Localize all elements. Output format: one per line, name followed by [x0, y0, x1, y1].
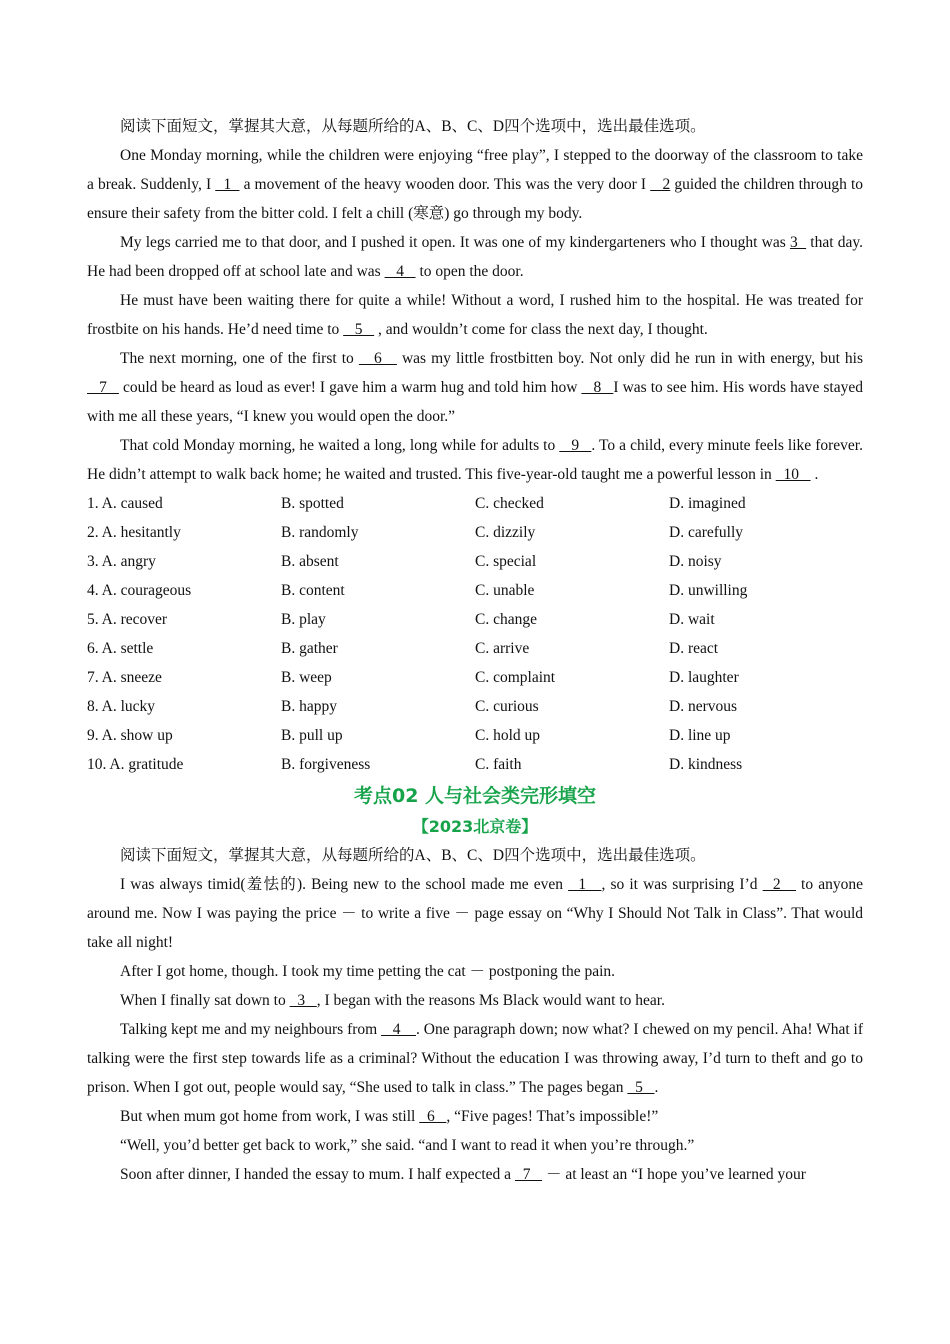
paragraph-text: that day. He had been dropped off at school late and was — [87, 234, 863, 280]
option-choice: 8. A. lucky — [87, 698, 156, 715]
option-row — [87, 692, 863, 721]
answer-blank: 6 — [419, 1108, 447, 1125]
paragraph-text: to open the door. — [415, 263, 524, 280]
section-title: 考点02 人与社会类完形填空 — [353, 785, 597, 807]
paragraph-text: One Monday morning, while the children were enjoying “free play”, I stepped to the doorway of the classroom to take a break. Suddenly, I — [87, 147, 863, 193]
paragraph-text: . To a child, every minute feels like forever. He didn’t attempt to walk back home; he waited and trusted. This five-year-old taught me a powerful lesson in — [87, 437, 863, 483]
paragraph-text: He must have been waiting there for quite a while! Without a word, I rushed him to the hospital. He was treated for frostbite on his hands. He’d need time to — [87, 292, 863, 338]
option-choice: 1. A. caused — [87, 495, 163, 512]
paragraph-text: . — [810, 466, 819, 483]
option-choice: 10. A. gratitude — [87, 756, 184, 773]
option-choice: B. happy — [281, 698, 337, 715]
paragraph-text: , so it was surprising I’d — [601, 876, 763, 893]
passage1-paragraph — [87, 344, 863, 431]
passage1-paragraph — [87, 431, 863, 489]
paragraph-text: Soon after dinner, I handed the essay to mum. I half expected a — [120, 1166, 515, 1183]
paragraph-text: could be heard as loud as ever! I gave him a warm hug and told him how — [118, 379, 582, 396]
answer-blank: 8 — [581, 379, 614, 396]
answer-blank: 3 — [289, 992, 317, 1009]
passage2-body — [87, 870, 863, 1189]
option-choice: C. checked — [475, 495, 544, 512]
option-choice: B. absent — [281, 553, 339, 570]
answer-blank: 1 — [568, 876, 602, 893]
option-choice: 2. A. hesitantly — [87, 524, 181, 541]
answer-blank: 5 — [343, 321, 375, 338]
option-row — [87, 547, 863, 576]
option-choice: D. wait — [669, 611, 715, 628]
option-row — [87, 489, 863, 518]
option-choice: 9. A. show up — [87, 727, 173, 744]
answer-blank: 4 — [381, 1021, 417, 1038]
passage1-paragraph — [87, 286, 863, 344]
option-choice: C. hold up — [475, 727, 541, 744]
paragraph-text: That cold Monday morning, he waited a long, long while for adults to — [120, 437, 560, 454]
answer-blank: 1 — [215, 176, 240, 193]
option-row — [87, 634, 863, 663]
paragraph-text: , and wouldn’t come for class the next day, I thought. — [374, 321, 708, 338]
passage1-paragraph — [87, 141, 863, 228]
passage1-body — [87, 141, 863, 489]
option-choice: C. faith — [475, 756, 522, 773]
option-choice: D. nervous — [669, 698, 738, 715]
paragraph-text: I was always timid(羞怯的). Being new to the school made me even — [120, 876, 569, 893]
option-row — [87, 605, 863, 634]
option-choice: 7. A. sneeze — [87, 669, 162, 686]
answer-blank: 5 — [627, 1079, 655, 1096]
passage2-paragraph — [87, 1131, 863, 1160]
answer-blank: 3 — [789, 234, 807, 251]
option-choice: C. unable — [475, 582, 535, 599]
answer-blank: 9 — [559, 437, 592, 454]
answer-blank: 10 — [775, 466, 811, 483]
paragraph-text: The next morning, one of the first to — [120, 350, 359, 367]
answer-blank: 7 — [87, 379, 119, 396]
option-choice: D. laughter — [669, 669, 739, 686]
option-choice: 4. A. courageous — [87, 582, 192, 599]
option-choice: B. play — [281, 611, 326, 628]
option-choice: D. kindness — [669, 756, 743, 773]
option-row — [87, 721, 863, 750]
option-choice: B. pull up — [281, 727, 343, 744]
option-row — [87, 518, 863, 547]
option-choice: B. forgiveness — [281, 756, 371, 773]
paragraph-text: － at least an “I hope you’ve learned your — [542, 1166, 806, 1183]
option-choice: D. imagined — [669, 495, 746, 512]
document-page — [87, 112, 863, 1189]
paragraph-text: But when mum got home from work, I was still — [120, 1108, 420, 1125]
answer-blank: 2 — [650, 176, 671, 193]
paragraph-text: My legs carried me to that door, and I pushed it open. It was one of my kindergarteners who I thought was — [120, 234, 790, 251]
paragraph-text: Talking kept me and my neighbours from — [120, 1021, 382, 1038]
paragraph-text: was my little frostbitten boy. Not only did he run in with energy, but his — [396, 350, 864, 367]
passage1-paragraph — [87, 228, 863, 286]
option-choice: B. spotted — [281, 495, 344, 512]
option-choice: C. dizzily — [475, 524, 536, 541]
paragraph-text: I was to see him. His words have stayed with me all these years, “I knew you would open the door.” — [87, 379, 863, 425]
answer-blank: 7 — [514, 1166, 543, 1183]
option-choice: C. change — [475, 611, 537, 628]
option-choice: D. line up — [669, 727, 731, 744]
option-choice: 6. A. settle — [87, 640, 154, 657]
option-row — [87, 576, 863, 605]
passage2-paragraph — [87, 1102, 863, 1131]
section-subtitle: 【2023北京卷】 — [412, 817, 538, 836]
option-choice: B. content — [281, 582, 345, 599]
paragraph-text: “Well, you’d better get back to work,” she said. “and I want to read it when you’re through.” — [120, 1137, 695, 1154]
passage2-paragraph — [87, 986, 863, 1015]
passage2-paragraph — [87, 870, 863, 957]
paragraph-text: to anyone around me. Now I was paying the price － to write a five － page essay on “Why I Should Not Talk in Class”. That would take all night! — [87, 876, 863, 951]
option-row — [87, 663, 863, 692]
option-choice: D. carefully — [669, 524, 744, 541]
option-choice: D. noisy — [669, 553, 722, 570]
paragraph-text: After I got home, though. I took my time petting the cat － postponing the pain. — [120, 963, 616, 980]
passage2-instruction: 阅读下面短文，掌握其大意，从每题所给的A、B、C、D四个选项中，选出最佳选项。 — [120, 847, 706, 864]
paragraph-text: guided the children through to ensure their safety from the bitter cold. I felt a chill (寒意) go through my body. — [87, 176, 864, 222]
paragraph-text: . One paragraph down; now what? I chewed on my pencil. Aha! What if talking were the first step towards life as a criminal? Without the education I was throwing away, I’d turn to theft and go to prison. When I got out, people would say, “She used to talk in class.” The pages began — [87, 1021, 864, 1096]
answer-blank: 2 — [762, 876, 796, 893]
answer-blank: 4 — [384, 263, 416, 280]
option-row — [87, 750, 863, 779]
paragraph-text: , “Five pages! That’s impossible!” — [446, 1108, 659, 1125]
passage2-paragraph — [87, 1160, 863, 1189]
option-choice: C. special — [475, 553, 537, 570]
option-choice: C. complaint — [475, 669, 556, 686]
paragraph-text: a movement of the heavy wooden door. This was the very door I — [239, 176, 651, 193]
passage2-paragraph — [87, 957, 863, 986]
paragraph-text: . — [654, 1079, 659, 1096]
option-choice: 3. A. angry — [87, 553, 156, 570]
option-choice: 5. A. recover — [87, 611, 168, 628]
answer-blank: 6 — [358, 350, 397, 367]
passage1-options — [87, 489, 863, 779]
passage2-paragraph — [87, 1015, 863, 1102]
option-choice: C. arrive — [475, 640, 530, 657]
option-choice: B. weep — [281, 669, 332, 686]
paragraph-text: When I finally sat down to — [120, 992, 290, 1009]
option-choice: B. randomly — [281, 524, 359, 541]
passage1-instruction: 阅读下面短文，掌握其大意，从每题所给的A、B、C、D四个选项中，选出最佳选项。 — [120, 118, 706, 135]
option-choice: B. gather — [281, 640, 338, 657]
option-choice: D. unwilling — [669, 582, 748, 599]
option-choice: C. curious — [475, 698, 539, 715]
paragraph-text: , I began with the reasons Ms Black would want to hear. — [316, 992, 665, 1009]
option-choice: D. react — [669, 640, 719, 657]
